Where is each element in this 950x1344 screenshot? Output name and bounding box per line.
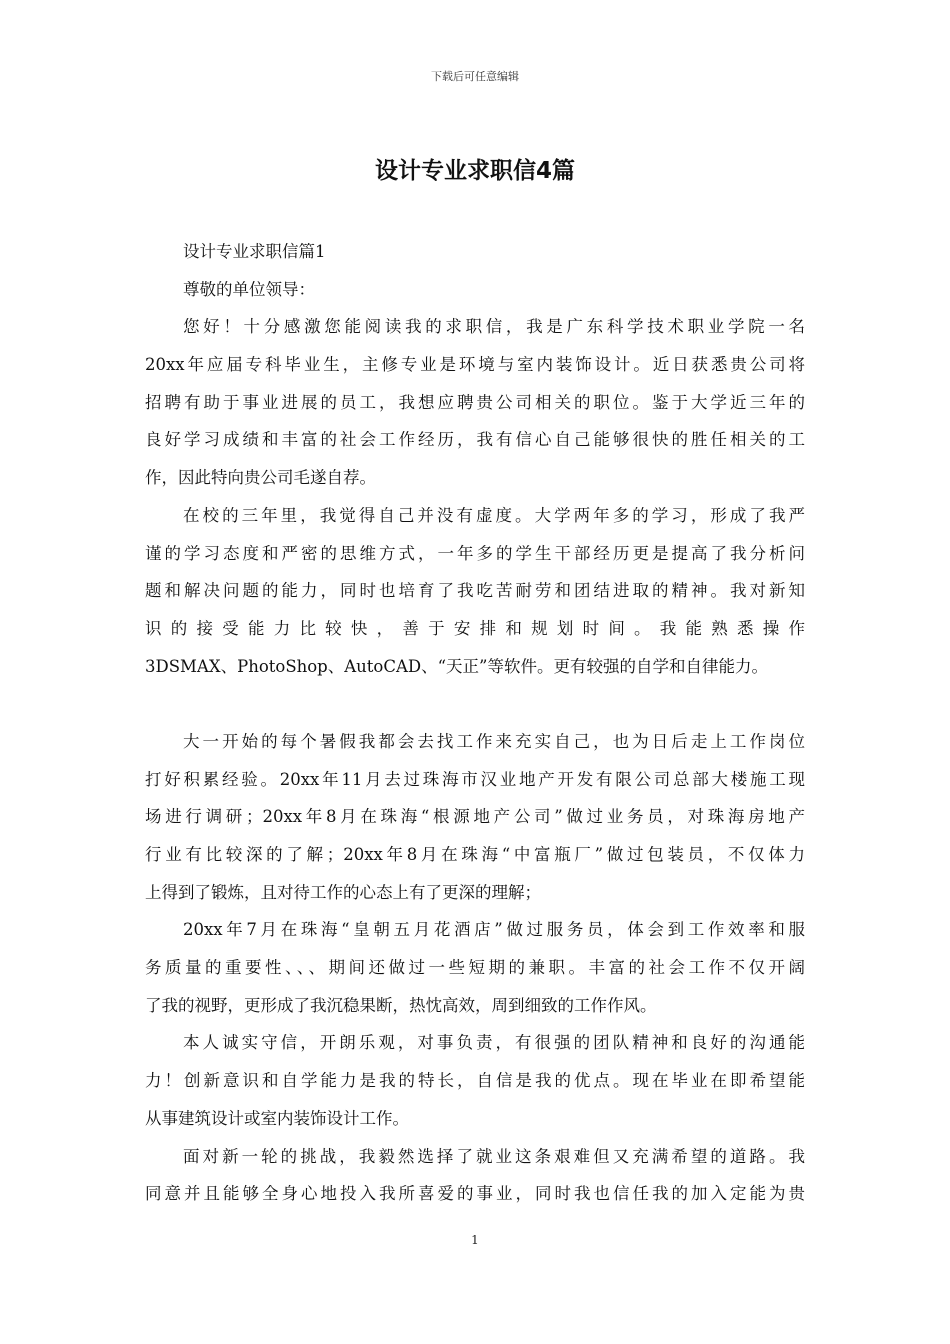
salutation: 尊敬的单位领导： xyxy=(183,279,315,299)
paragraph-line: 3DSMAX、PhotoShop、AutoCAD、“天正”等软件。更有较强的自学和自律能力。 xyxy=(145,656,768,676)
paragraph-line: 题和解决问题的能力，同时也培育了我吃苦耐劳和团结进取的精神。我对新知 xyxy=(145,581,805,601)
paragraph-line: 本人诚实守信，开朗乐观，对事负责，有很强的团队精神和良好的沟通能 xyxy=(183,1033,805,1053)
paragraph-line: 您好！十分感激您能阅读我的求职信，我是广东科学技术职业学院一名 xyxy=(183,317,805,337)
paragraph-line: 同意并且能够全身心地投入我所喜爱的事业，同时我也信任我的加入定能为贵 xyxy=(145,1184,805,1204)
page-number: 1 xyxy=(471,1233,479,1247)
paragraph-line: 力！创新意识和自学能力是我的特长，自信是我的优点。现在毕业在即希望能 xyxy=(145,1071,805,1091)
paragraph-line: 作，因此特向贵公司毛遂自荐。 xyxy=(145,468,376,488)
paragraph-line: 面对新一轮的挑战，我毅然选择了就业这条艰难但又充满希望的道路。我 xyxy=(183,1146,805,1166)
paragraph-line: 大一开始的每个暑假我都会去找工作来充实自己，也为日后走上工作岗位 xyxy=(183,731,805,751)
page-header-note: 下载后可任意编辑 xyxy=(431,70,519,83)
paragraph-line: 上得到了锻炼，且对待工作的心态上有了更深的理解； xyxy=(145,882,541,902)
paragraph-line: 了我的视野，更形成了我沉稳果断，热忱高效，周到细致的工作作风。 xyxy=(145,995,657,1015)
paragraph-line: 识 的 接 受 能 力 比 较 快 ， 善 于 安 排 和 规 划 时 间 。 我 能 熟 悉 操 作 xyxy=(145,618,805,638)
paragraph-gap xyxy=(145,685,805,723)
paragraph-line: 谨的学习态度和严密的思维方式，一年多的学生干部经历更是提高了我分析问 xyxy=(145,543,805,563)
paragraph-line: 打好积累经验。20xx年11月去过珠海市汉业地产开发有限公司总部大楼施工现 xyxy=(145,769,805,789)
paragraph-line: 场进行调研；20xx年8月在珠海“根源地产公司”做过业务员，对珠海房地产 xyxy=(145,807,805,827)
paragraph-line: 20xx年7月在珠海“皇朝五月花酒店”做过服务员，体会到工作效率和服 xyxy=(183,920,805,940)
document-title: 设计专业求职信4篇 xyxy=(374,158,575,184)
document-body xyxy=(145,233,805,1213)
paragraph-line: 招聘有助于事业进展的员工，我想应聘贵公司相关的职位。鉴于大学近三年的 xyxy=(145,392,805,412)
paragraph-line: 在校的三年里，我觉得自己并没有虚度。大学两年多的学习，形成了我严 xyxy=(183,505,805,525)
paragraph-line: 行业有比较深的了解；20xx年8月在珠海“中富瓶厂”做过包装员，不仅体力 xyxy=(145,845,805,864)
paragraph-line: 务质量的重要性、、、期间还做过一些短期的兼职。丰富的社会工作不仅开阔 xyxy=(145,958,805,978)
section-heading: 设计专业求职信篇1 xyxy=(183,242,326,261)
paragraph-line: 良好学习成绩和丰富的社会工作经历，我有信心自己能够很快的胜任相关的工 xyxy=(145,430,805,450)
paragraph-line: 20xx年应届专科毕业生，主修专业是环境与室内装饰设计。近日获悉贵公司将 xyxy=(145,355,805,375)
paragraph-line: 从事建筑设计或室内装饰设计工作。 xyxy=(145,1108,409,1128)
